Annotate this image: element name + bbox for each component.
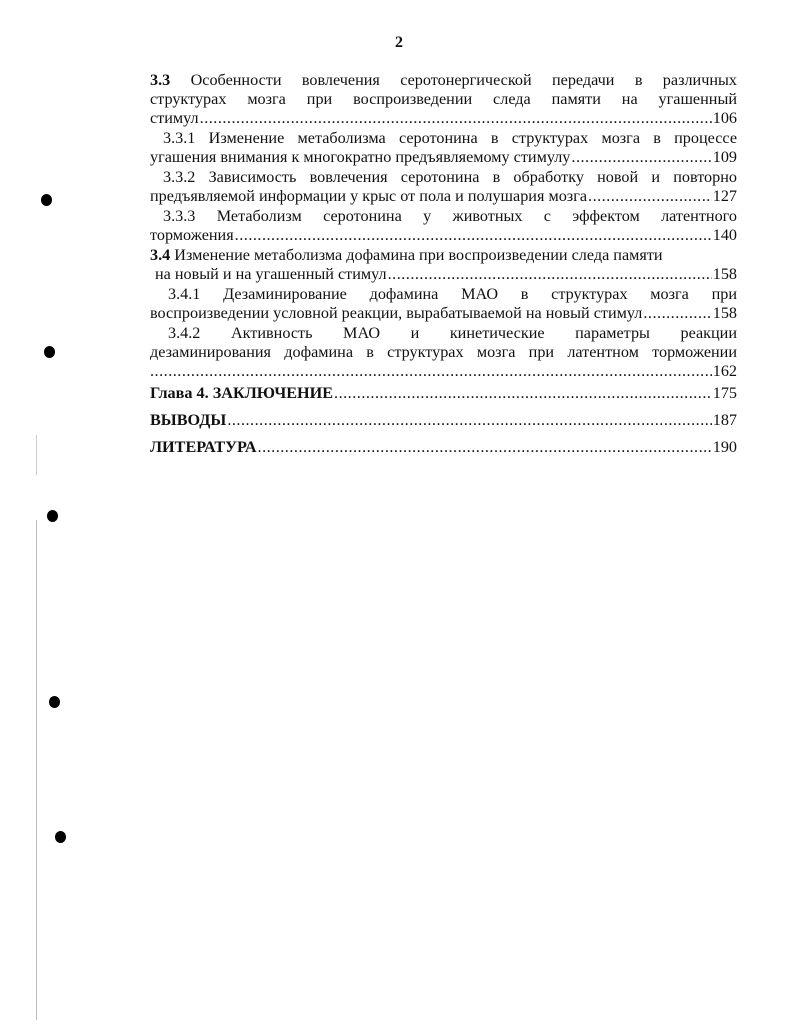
toc-title-line: ВЫВОДЫ bbox=[150, 411, 227, 429]
punch-hole-mark bbox=[55, 831, 66, 843]
toc-title-line: Изменение метаболизма серотонина в структурах мозга в процессе bbox=[208, 129, 738, 147]
toc-number: 3.4 bbox=[150, 246, 171, 264]
toc-title-line: структурах мозга при воспроизведении следа памяти на угашенный bbox=[150, 90, 737, 108]
page-number: 2 bbox=[395, 34, 403, 51]
toc-leader bbox=[643, 304, 711, 323]
toc-number: 3.3 bbox=[150, 71, 171, 89]
punch-hole-mark bbox=[44, 346, 55, 358]
toc-number: 3.3.2 bbox=[163, 168, 196, 186]
table-of-contents bbox=[150, 71, 737, 465]
toc-leader bbox=[388, 265, 712, 284]
toc-entry-chapter-4 bbox=[150, 384, 737, 403]
toc-title-line: ЛИТЕРАТУРА bbox=[150, 438, 257, 456]
toc-title-line: Дезаминирование дофамина МАО в структурах мозга при bbox=[223, 285, 737, 303]
toc-title-line: Изменение метаболизма дофамина при воспроизведении следа памяти bbox=[174, 246, 663, 264]
toc-page-number: 106 bbox=[712, 109, 737, 127]
toc-title-line: Метаболизм серотонина у животных с эффектом латентного bbox=[216, 207, 738, 225]
toc-page-number: 158 bbox=[712, 304, 737, 322]
toc-page-number: 127 bbox=[712, 187, 737, 205]
binding-edge-mark bbox=[36, 435, 37, 475]
toc-page-number: 175 bbox=[712, 384, 737, 402]
toc-page-number: 109 bbox=[712, 148, 737, 166]
toc-entry-references bbox=[150, 438, 737, 457]
toc-leader bbox=[150, 362, 712, 381]
toc-leader bbox=[334, 384, 712, 403]
toc-page-number: 158 bbox=[712, 265, 737, 283]
toc-entry-3-4 bbox=[150, 246, 737, 284]
toc-title-line: стимул bbox=[150, 109, 199, 127]
toc-number: 3.3.3 bbox=[163, 207, 196, 225]
toc-page-number: 187 bbox=[712, 411, 737, 429]
toc-title-line: угашения внимания к многократно предъявляемому стимулу bbox=[150, 148, 571, 166]
toc-number: 3.4.1 bbox=[168, 285, 201, 303]
toc-leader bbox=[258, 438, 712, 457]
toc-title-line: Особенности вовлечения серотонергической передачи в различных bbox=[190, 71, 737, 89]
toc-entry-3-3 bbox=[150, 71, 737, 128]
punch-hole-mark bbox=[41, 194, 52, 206]
toc-number: 3.3.1 bbox=[163, 129, 196, 147]
toc-title-line: Зависимость вовлечения серотонина в обработку новой и повторно bbox=[208, 168, 737, 186]
toc-title-line: торможения bbox=[150, 226, 234, 244]
toc-title-line: предъявляемой информации у крыс от пола и полушария мозга bbox=[150, 187, 588, 205]
toc-entry-3-4-2 bbox=[150, 324, 737, 381]
toc-page-number: 190 bbox=[712, 438, 737, 456]
toc-number: 3.4.2 bbox=[168, 324, 201, 342]
toc-title-line: дезаминирования дофамина в структурах мозга при латентном торможении bbox=[150, 343, 737, 361]
toc-entry-3-3-3 bbox=[150, 207, 737, 245]
toc-leader bbox=[571, 148, 711, 167]
toc-title-line: Активность МАО и кинетические параметры реакции bbox=[230, 324, 738, 342]
punch-hole-mark bbox=[49, 696, 60, 708]
toc-title-line: воспроизведении условной реакции, вырабатываемой на новый стимул bbox=[150, 304, 643, 322]
punch-hole-mark bbox=[47, 510, 58, 522]
toc-title-line: на новый и на угашенный стимул bbox=[155, 265, 387, 283]
toc-page-number: 162 bbox=[712, 362, 737, 380]
toc-entry-3-3-2 bbox=[150, 168, 737, 206]
toc-leader bbox=[200, 109, 712, 128]
binding-edge-line bbox=[36, 520, 37, 1020]
toc-number: Глава 4. bbox=[150, 384, 209, 402]
toc-leader bbox=[235, 226, 712, 245]
toc-leader bbox=[227, 411, 711, 430]
toc-leader bbox=[588, 187, 712, 206]
toc-title-line: ЗАКЛЮЧЕНИЕ bbox=[212, 384, 334, 402]
toc-page-number: 140 bbox=[712, 226, 737, 244]
toc-entry-3-3-1 bbox=[150, 129, 737, 167]
toc-entry-3-4-1 bbox=[150, 285, 737, 323]
toc-entry-conclusions bbox=[150, 411, 737, 430]
